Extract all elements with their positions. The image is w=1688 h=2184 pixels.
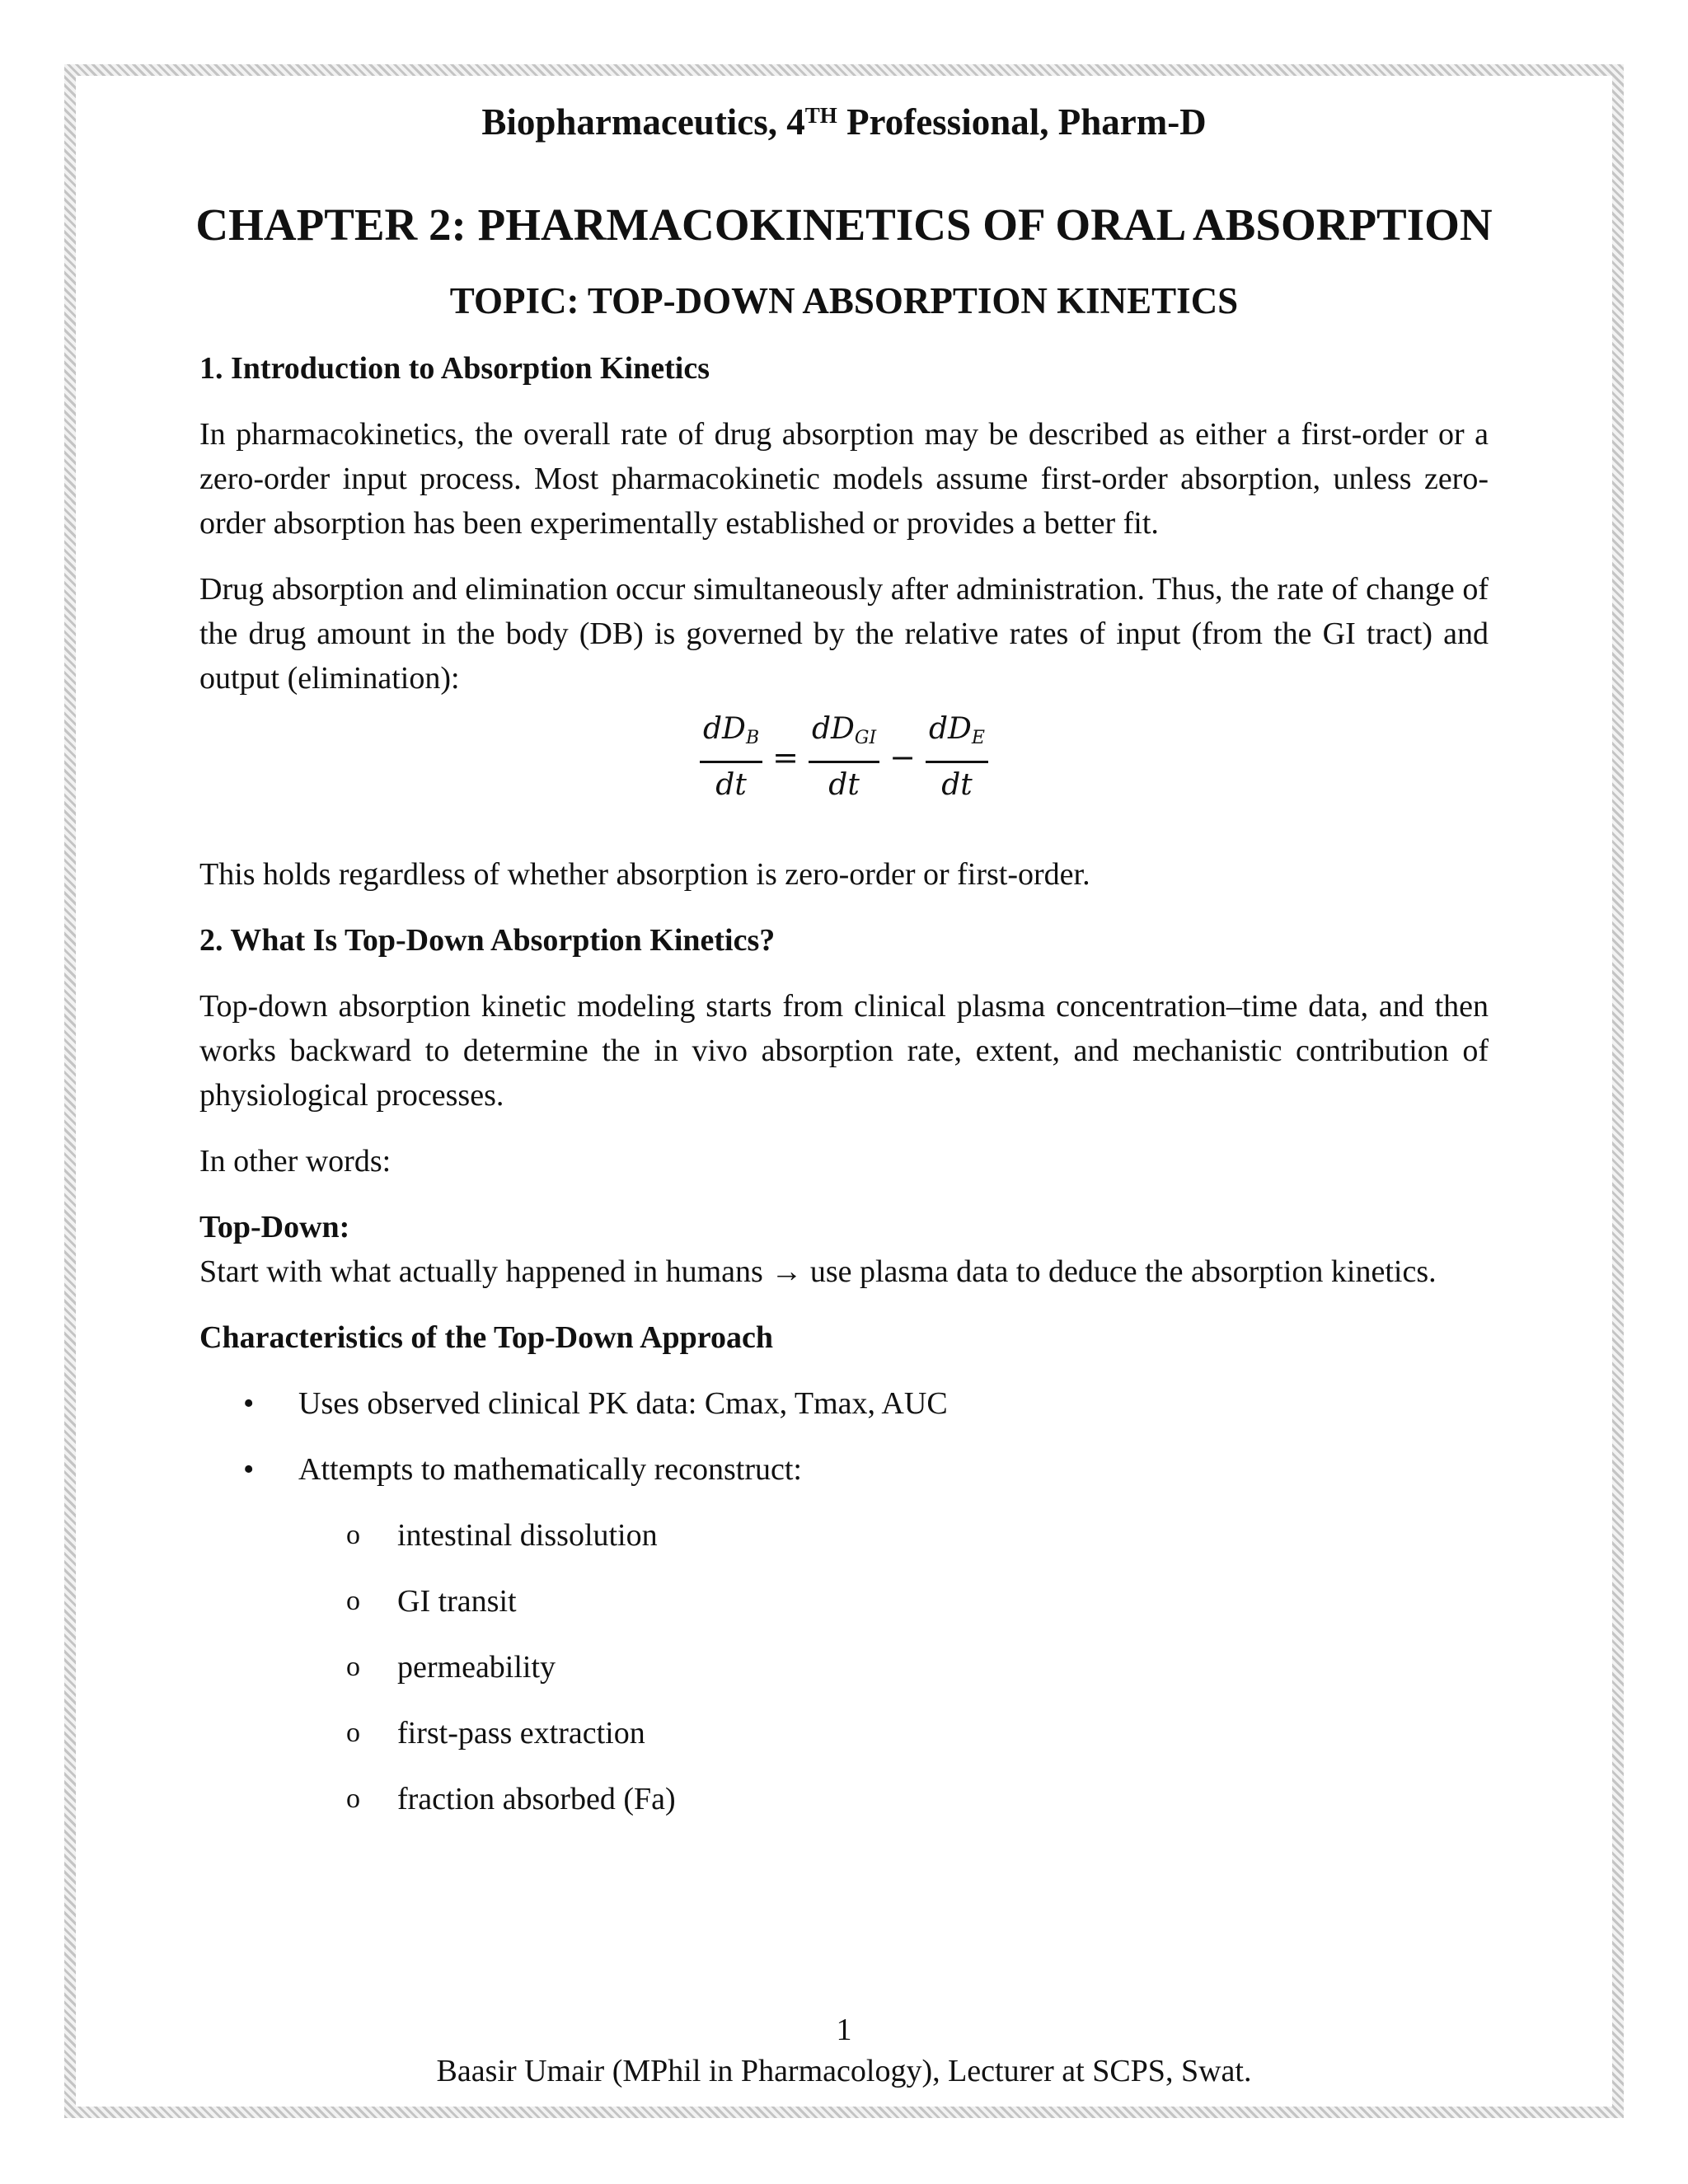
sub-list-item-text: first-pass extraction (397, 1716, 645, 1750)
elimination-subscript: E (971, 728, 985, 748)
section-heading-characteristics: Characteristics of the Top-Down Approach (199, 1320, 773, 1355)
intro-paragraph-2: Drug absorption and elimination occur simultaneously after administration. Thus, the rate of change of the drug amount in the body (DB) is governed by the relative rates of input (from the GI tract) and output (elimination): (199, 572, 1489, 696)
list-item (199, 1381, 1489, 1426)
sub-list-item (199, 1711, 1489, 1755)
sub-list-item (199, 1513, 1489, 1558)
input-numerator: dD (811, 712, 855, 746)
circle-bullet-icon: o (346, 1652, 360, 1682)
list-item-text: Uses observed clinical PK data: Cmax, Tmax, AUC (298, 1386, 948, 1421)
equation-elimination-fraction (926, 710, 988, 804)
equals-sign: = (772, 739, 799, 776)
document-header (0, 97, 1688, 147)
circle-bullet-icon: o (346, 1520, 360, 1550)
what-is-paragraph-2: In other words: (199, 1144, 392, 1179)
circle-bullet-icon: o (346, 1718, 360, 1748)
page-number: 1 (836, 2013, 852, 2047)
sub-list-item-text: GI transit (397, 1584, 517, 1619)
list-item-text: Attempts to mathematically reconstruct: (298, 1452, 802, 1487)
bullet-icon: • (243, 1452, 255, 1487)
chapter-title: CHAPTER 2: PHARMACOKINETICS OF ORAL ABSORPTION (195, 199, 1493, 250)
sub-list-item (199, 1579, 1489, 1624)
elimination-numerator: dD (928, 712, 972, 746)
equation-input-fraction (809, 710, 879, 804)
intro-paragraph-1: In pharmacokinetics, the overall rate of drug absorption may be described as either a first-order or a zero-order input process. Most pharmacokinetic models assume first-order absorption, unless zero-order absorption has been experimentally established or provides a better fit. (199, 417, 1489, 541)
header-title-prefix: Biopharmaceutics, 4 (481, 101, 805, 143)
sub-list-item-text: intestinal dissolution (397, 1518, 658, 1553)
lhs-denominator: dt (715, 768, 747, 802)
bullet-icon: • (243, 1386, 255, 1421)
characteristics-list (199, 1381, 1489, 1492)
sub-list-item (199, 1777, 1489, 1821)
intro-paragraph-3: This holds regardless of whether absorption is zero-order or first-order. (199, 857, 1090, 892)
input-subscript: GI (854, 728, 877, 748)
circle-bullet-icon: o (346, 1586, 360, 1616)
topdown-description: Start with what actually happened in humans → use plasma data to deduce the absorption kinetics. (199, 1254, 1437, 1289)
equation-lhs-fraction (700, 710, 762, 804)
sub-list-item (199, 1645, 1489, 1690)
header-title-suffix: Professional, Pharm-D (837, 101, 1207, 143)
what-is-paragraph-1: Top-down absorption kinetic modeling starts from clinical plasma concentration–time data, and then works backward to determine the in vivo absorption rate, extent, and mechanistic contribution of physiological processes. (199, 989, 1489, 1113)
topic-title: TOPIC: TOP-DOWN ABSORPTION KINETICS (449, 280, 1239, 321)
lhs-numerator: dD (703, 712, 746, 746)
topdown-label: Top-Down: (199, 1210, 350, 1244)
footer-author: Baasir Umair (MPhil in Pharmacology), Lecturer at SCPS, Swat. (436, 2054, 1252, 2088)
circle-bullet-icon: o (346, 1783, 360, 1814)
lhs-subscript: B (745, 728, 760, 748)
section-heading-introduction: 1. Introduction to Absorption Kinetics (199, 351, 710, 386)
sub-list-item-text: fraction absorbed (Fa) (397, 1782, 676, 1816)
section-heading-what-is: 2. What Is Top-Down Absorption Kinetics? (199, 923, 776, 958)
rate-equation (199, 704, 1489, 811)
input-denominator: dt (828, 768, 860, 802)
sub-list-item-text: permeability (397, 1650, 556, 1685)
list-item (199, 1447, 1489, 1492)
elimination-denominator: dt (941, 768, 973, 802)
main-content (199, 346, 1489, 1843)
minus-sign: − (889, 739, 916, 776)
reconstruct-sublist (199, 1513, 1489, 1821)
header-title-superscript: TH (804, 103, 837, 128)
